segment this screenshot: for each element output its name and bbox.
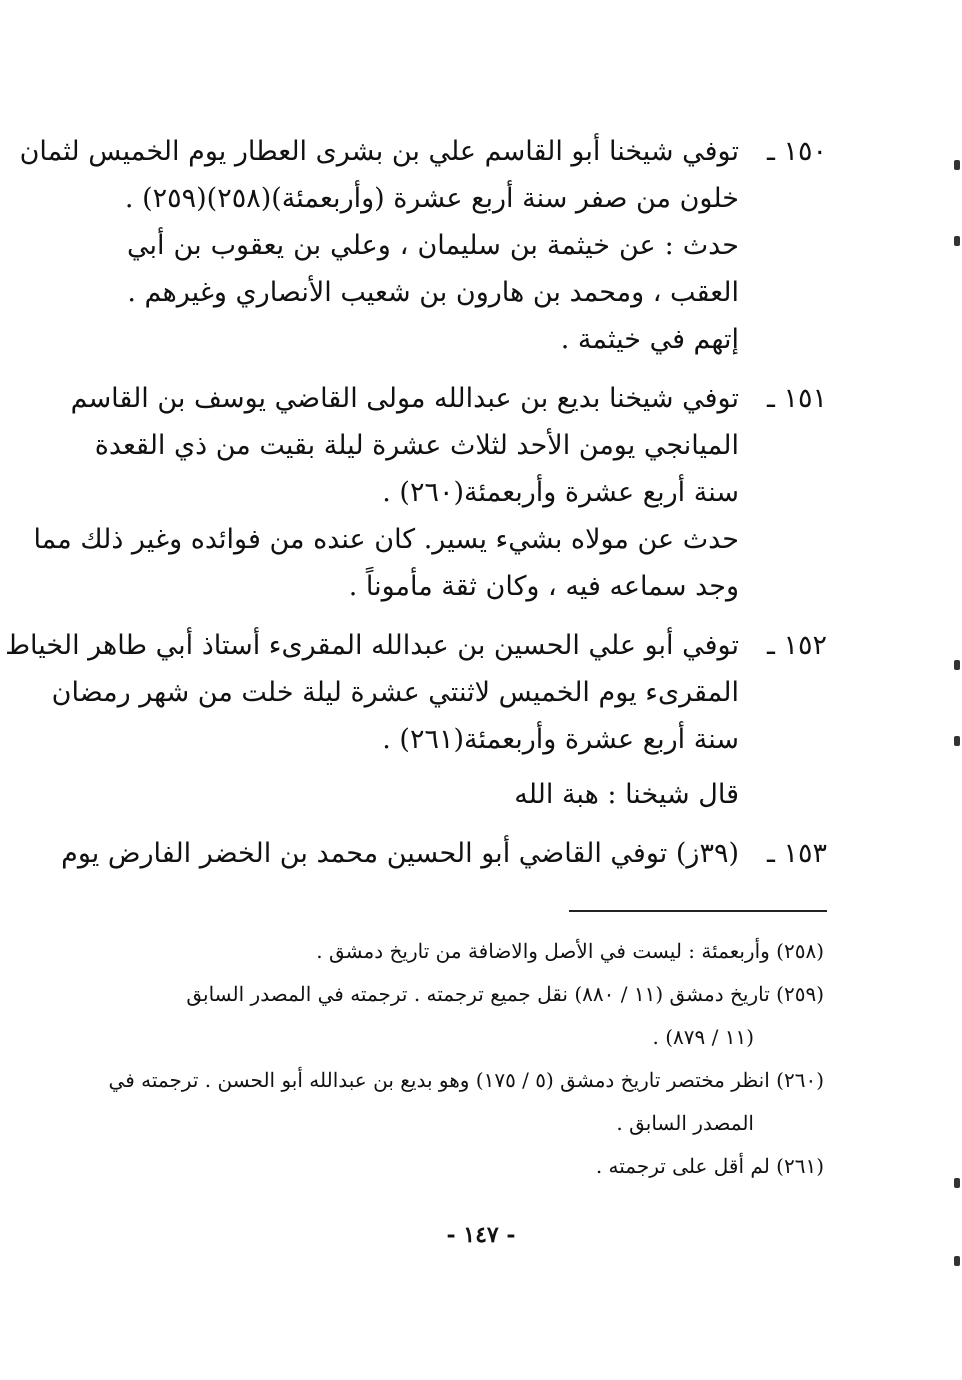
text-line: إتهم في خيثمة . xyxy=(560,324,739,355)
entry-number: ١٥٣ ـ xyxy=(766,838,827,869)
margin-mark xyxy=(954,1256,960,1266)
text-line: المقرىء يوم الخميس لاثنتي عشرة ليلة خلت من شهر رمضان xyxy=(51,677,739,708)
entry-153 xyxy=(61,830,827,877)
quote-line: قال شيخنا : هبة الله xyxy=(514,779,739,810)
page-number: - ١٤٧ - xyxy=(446,1222,516,1248)
footnote-line: (٢٦٠) انظر مختصر تاريخ دمشق (٥ / ١٧٥) وهو بديع بن عبدالله أبو الحسن . ترجمته في xyxy=(108,1068,824,1092)
text-line: العقب ، ومحمد بن هارون بن شعيب الأنصاري وغيرهم . xyxy=(127,277,739,308)
footnote-261 xyxy=(124,1145,824,1188)
text-line: (٣٩ز) توفي القاضي أبو الحسين محمد بن الخضر الفارض يوم xyxy=(61,838,739,869)
footnote-line: (٢٥٨) وأربعمئة : ليست في الأصل والاضافة من تاريخ دمشق . xyxy=(316,939,824,963)
footnote-line: المصدر السابق . xyxy=(616,1111,754,1135)
footnote-line: (٢٦١) لم أقل على ترجمته . xyxy=(595,1154,824,1178)
margin-mark xyxy=(954,1178,960,1188)
entry-number: ١٥١ ـ xyxy=(766,383,827,414)
text-line: حدث : عن خيثمة بن سليمان ، وعلي بن يعقوب بن أبي xyxy=(127,230,739,261)
text-line: توفي شيخنا أبو القاسم علي بن بشرى العطار يوم الخميس لثمان xyxy=(19,136,739,167)
footnote-line: (٢٥٩) تاريخ دمشق (١١ / ٨٨٠) نقل جميع ترجمته . ترجمته في المصدر السابق xyxy=(186,982,824,1006)
main-text xyxy=(5,128,827,877)
footnote-260 xyxy=(108,1059,824,1145)
margin-mark xyxy=(954,236,960,246)
margin-mark xyxy=(954,736,960,746)
entry-number: ١٥٢ ـ xyxy=(766,630,827,661)
entry-152 xyxy=(5,622,827,818)
entry-151 xyxy=(33,375,827,610)
margin-mark xyxy=(954,160,960,170)
text-line: سنة أربع عشرة وأربعمئة(٢٦٠) . xyxy=(382,477,739,508)
entry-150 xyxy=(19,128,827,363)
text-line: حدث عن مولاه بشيء يسير. كان عنده من فوائده وغير ذلك مما xyxy=(33,524,739,555)
text-line: وجد سماعه فيه ، وكان ثقة مأموناً . xyxy=(348,571,739,602)
footnote-259 xyxy=(124,973,824,1059)
text-line: توفي شيخنا بديع بن عبدالله مولى القاضي يوسف بن القاسم xyxy=(70,383,739,414)
entry-number: ١٥٠ ـ xyxy=(766,136,827,167)
text-line: سنة أربع عشرة وأربعمئة(٢٦١) . xyxy=(382,724,739,755)
margin-mark xyxy=(954,660,960,670)
footnotes xyxy=(108,930,824,1188)
text-line: توفي أبو علي الحسين بن عبدالله المقرىء أستاذ أبي طاهر الخياط xyxy=(5,630,739,661)
text-line: الميانجي يومن الأحد لثلاث عشرة ليلة بقيت من ذي القعدة xyxy=(94,430,739,461)
footnote-line: (١١ / ٨٧٩) . xyxy=(652,1025,754,1049)
footnote-divider xyxy=(569,910,827,912)
footnote-258 xyxy=(124,930,824,973)
text-line: خلون من صفر سنة أربع عشرة (وأربعمئة)(٢٥٨)(٢٥٩) . xyxy=(124,183,739,214)
